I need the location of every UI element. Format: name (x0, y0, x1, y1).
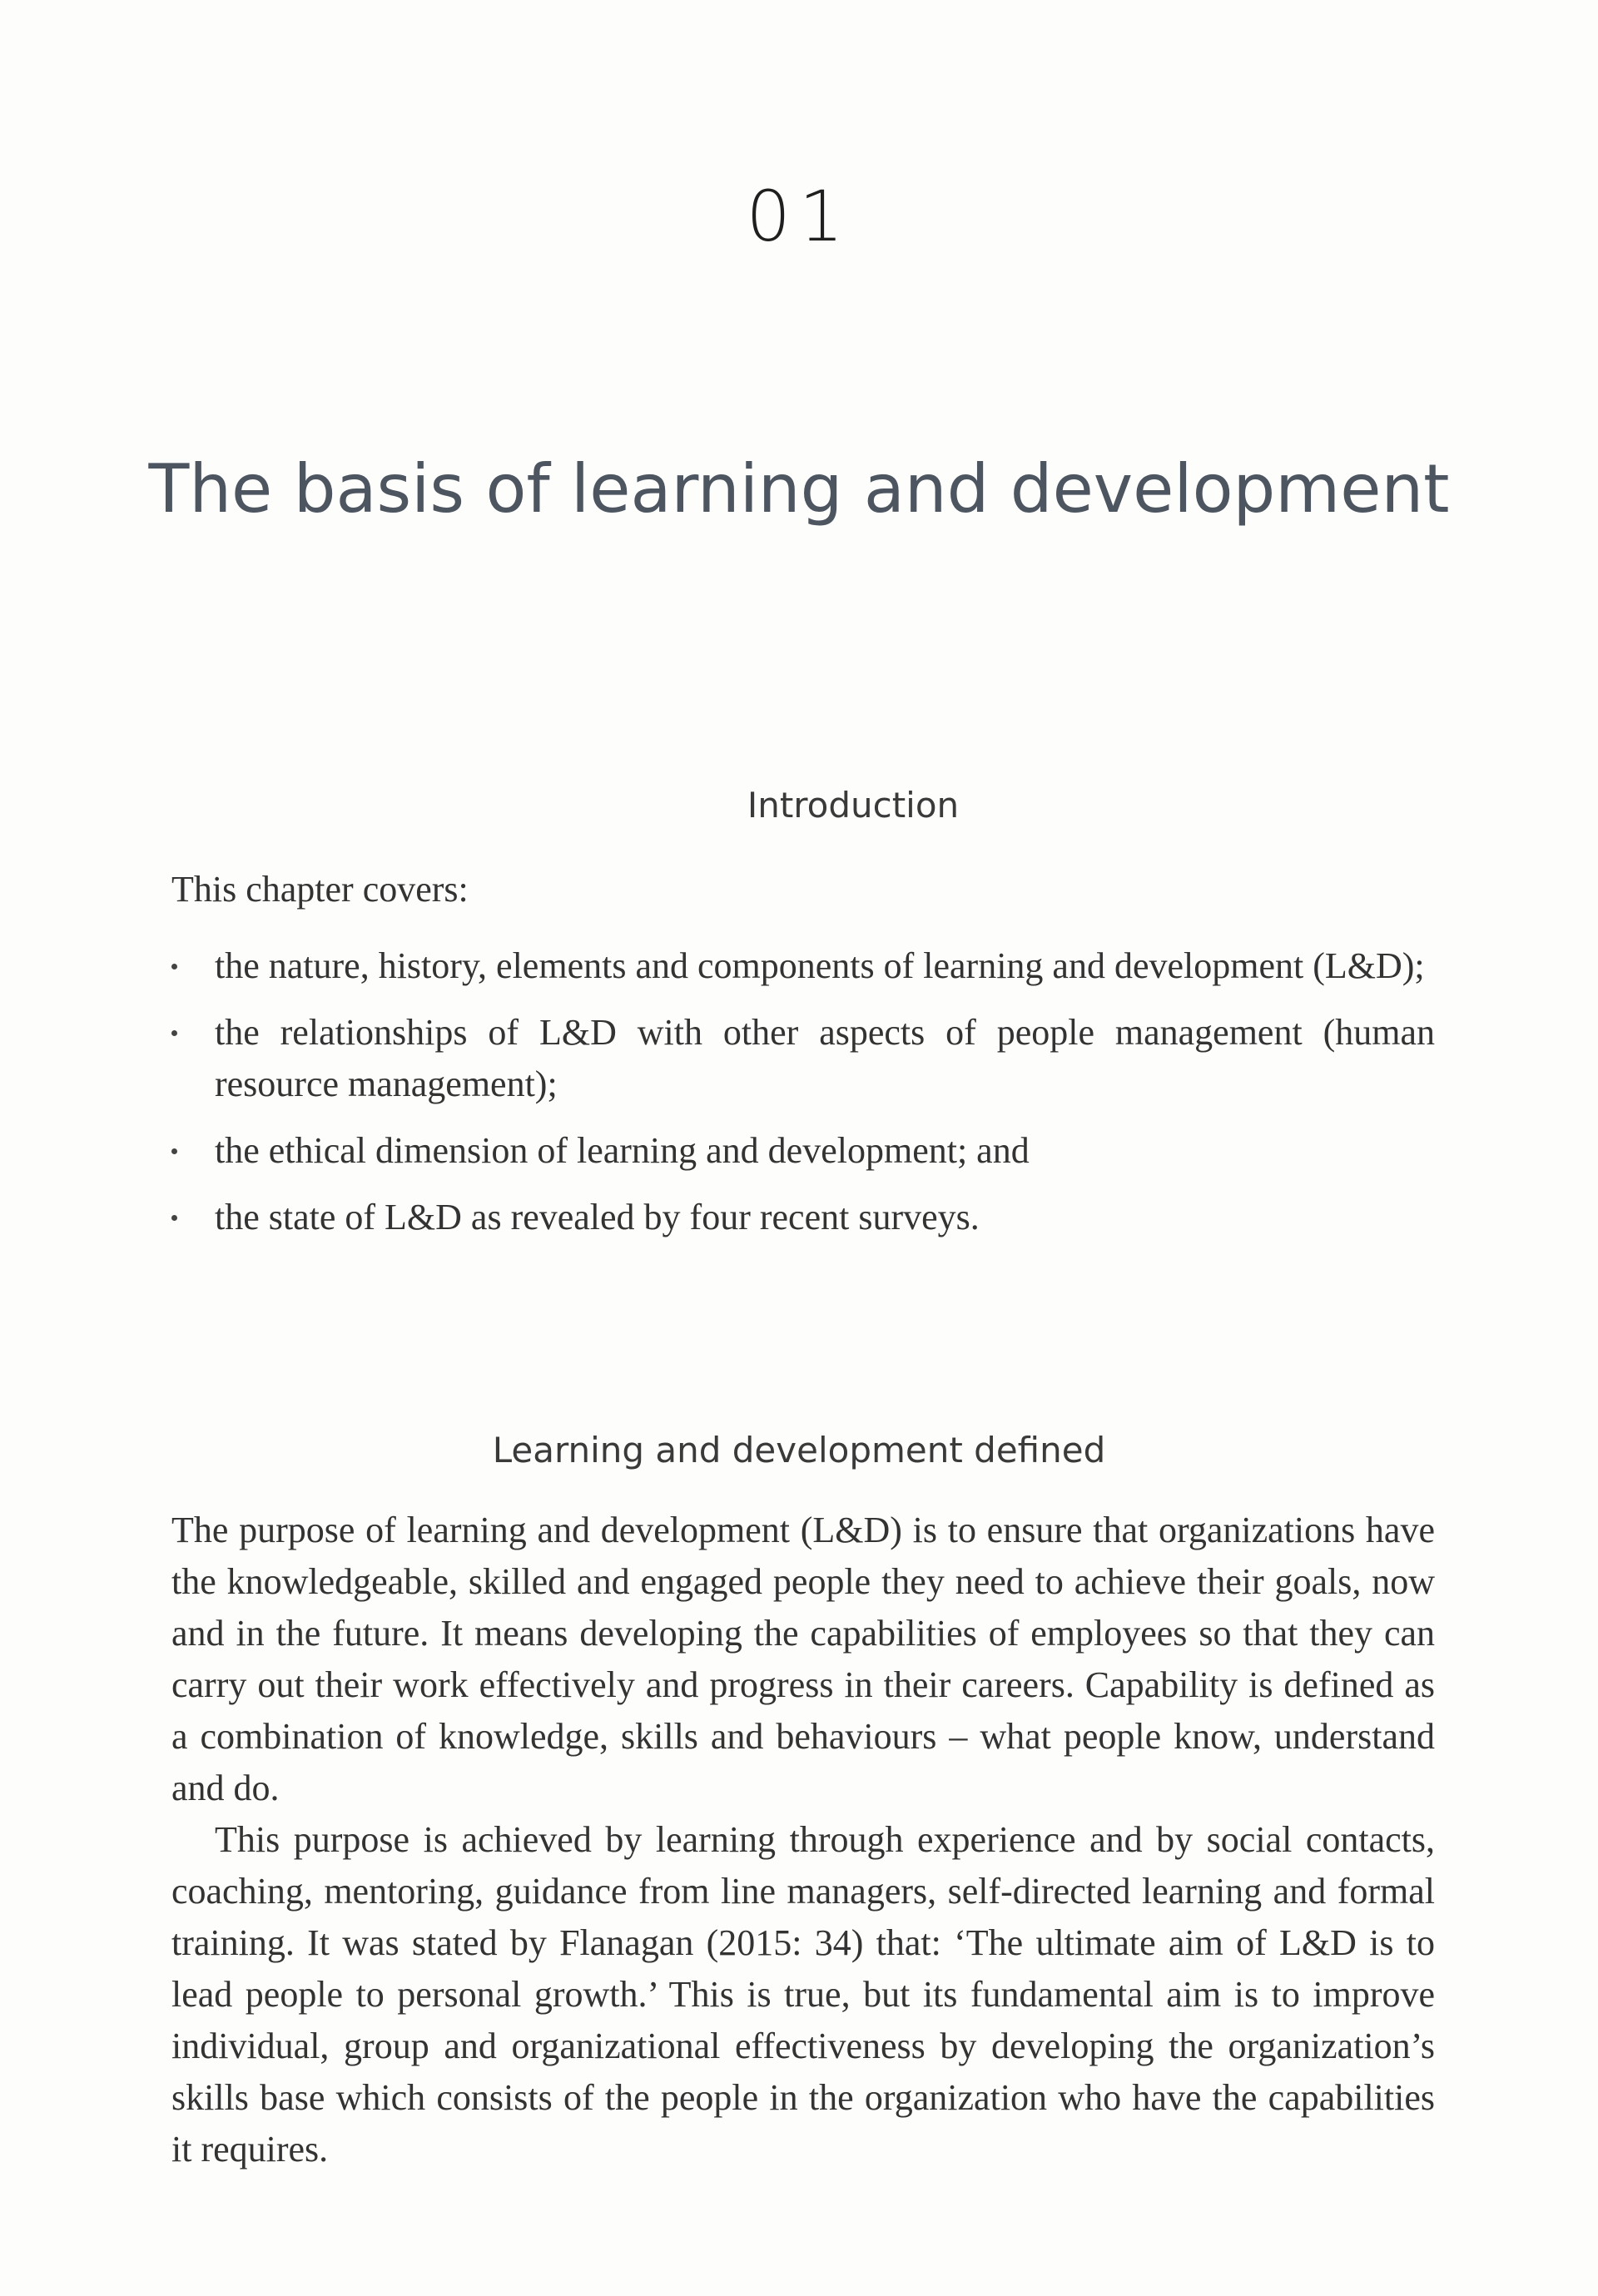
chapter-title: The basis of learning and development (148, 450, 1450, 528)
list-item: the nature, history, elements and components of learning and development (L&D); (171, 940, 1435, 992)
list-item: the relationships of L&D with other aspects of people management (human resource management); (171, 1007, 1435, 1110)
introduction-heading: Introduction (747, 785, 960, 826)
definition-paragraph-1-block (171, 1505, 1435, 1814)
definition-heading: Learning and development defined (492, 1430, 1106, 1470)
definition-paragraph-2-block (171, 1814, 1435, 2175)
chapter-number: 01 (746, 176, 852, 257)
list-item: the state of L&D as revealed by four recent surveys. (171, 1192, 1435, 1243)
list-item: the ethical dimension of learning and development; and (171, 1125, 1435, 1177)
chapter-covers-lead: This chapter covers: (171, 869, 469, 910)
chapter-covers-list (171, 940, 1435, 1258)
definition-paragraph-1: The purpose of learning and development (L&D) is to ensure that organizations have the knowledgeable, skilled and engaged people they need to achieve their goals, now and in the future. It means developing the capabilities of employees so that they can carry out their work effectively and progress in their careers. Capability is defined as a combination of knowledge, skills and behaviours – what people know, understand and do. (171, 1510, 1435, 1808)
definition-paragraph-2: This purpose is achieved by learning through experience and by social contacts, coaching, mentoring, guidance from line managers, self-directed learning and formal training. It was stated by Flanagan (2015: 34) that: ‘The ultimate aim of L&D is to lead people to personal growth.’ This is true, but its fundamental aim is to improve individual, group and organizational effectiveness by developing the organization’s skills base which consists of the people in the organization who have the capabilities it requires. (171, 1819, 1435, 2170)
